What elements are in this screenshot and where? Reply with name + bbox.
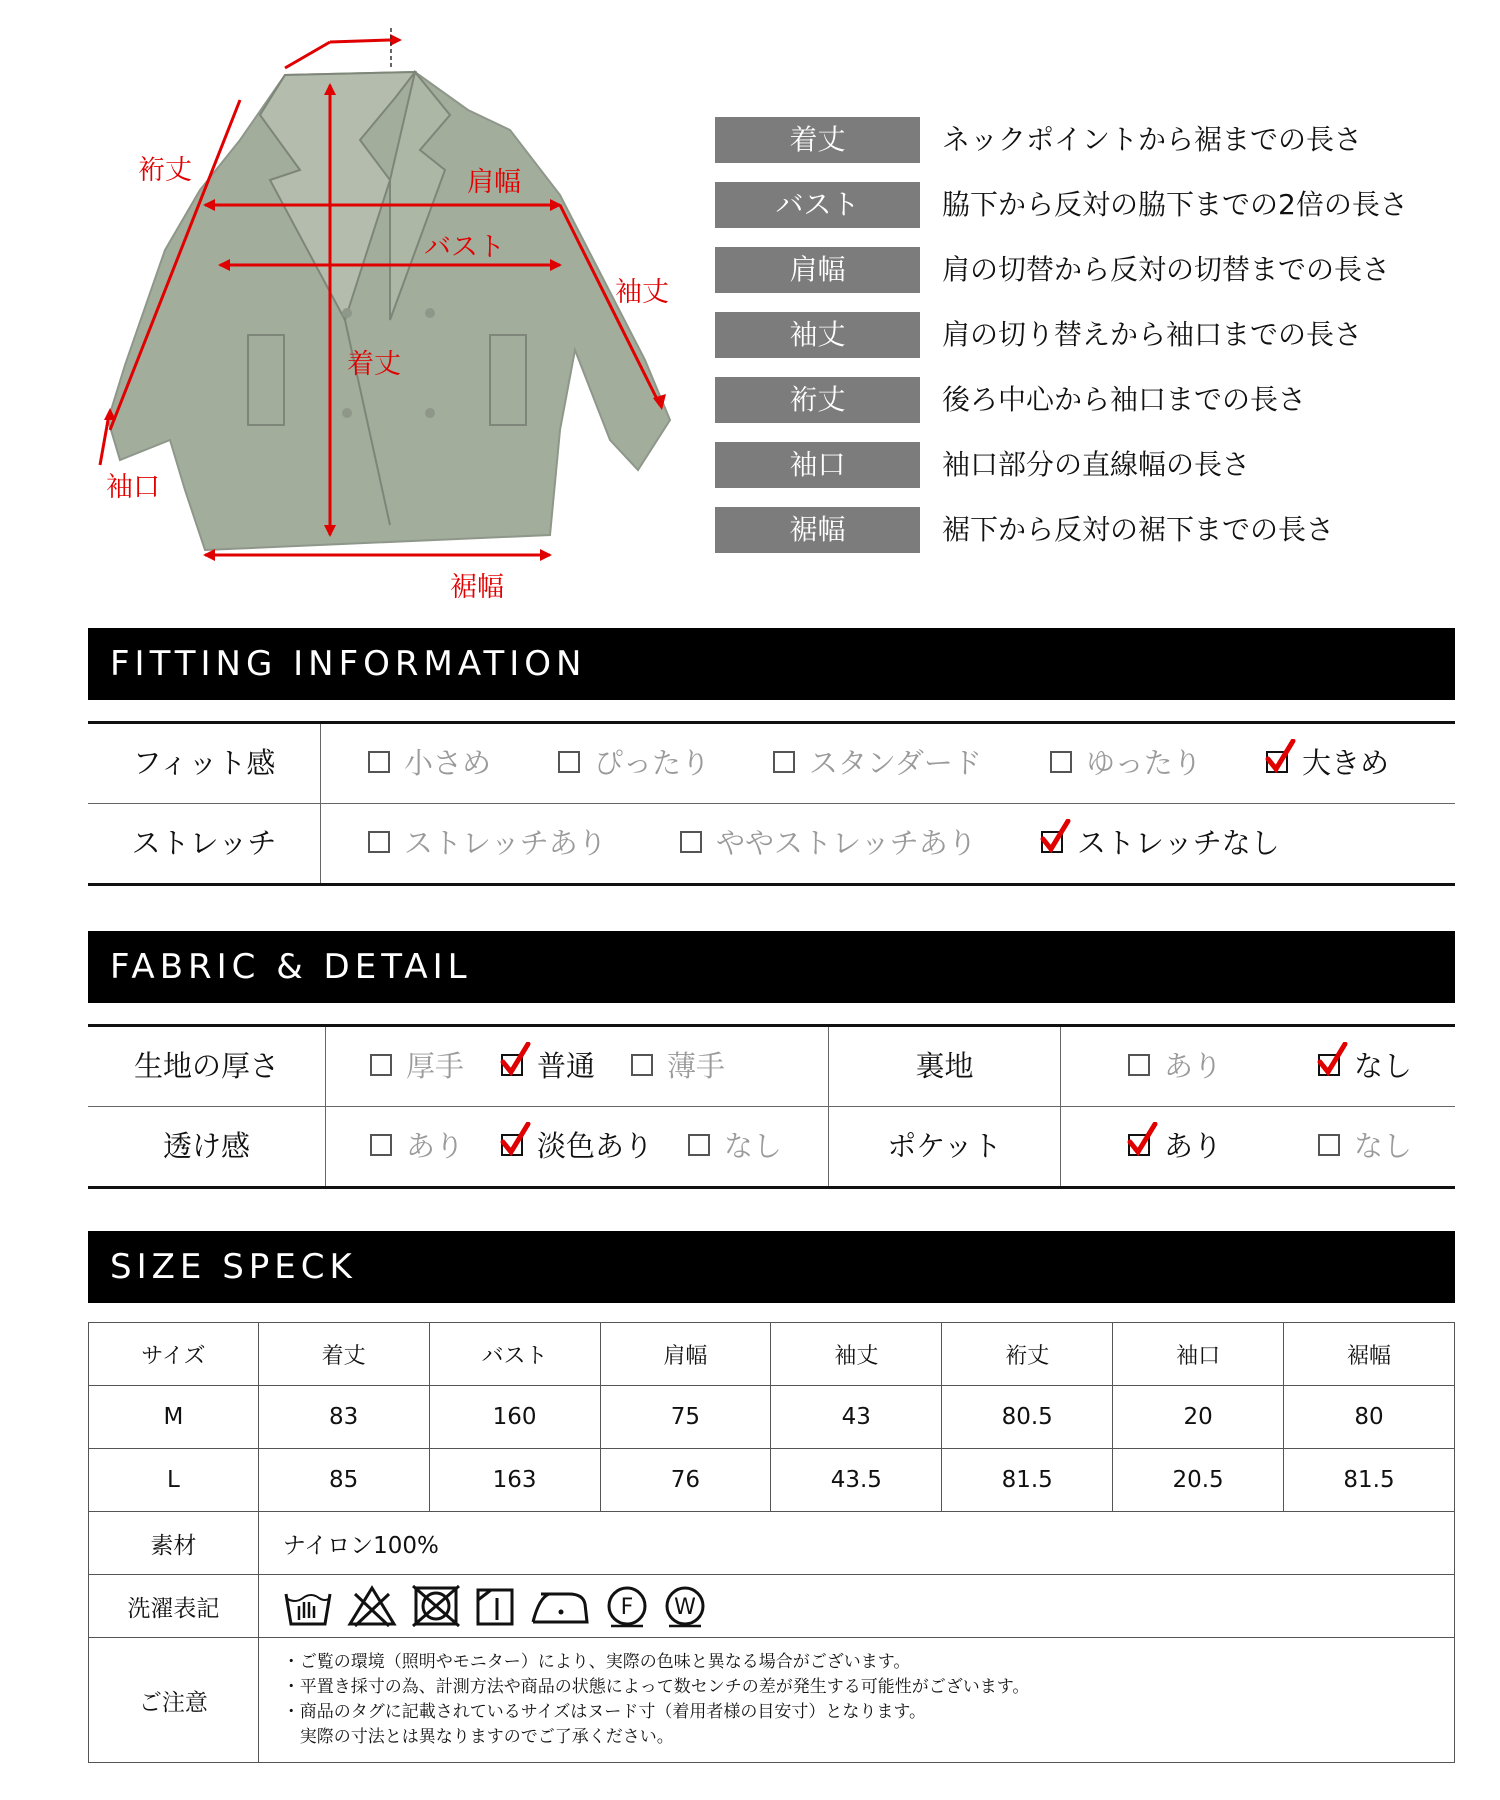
checkbox-icon xyxy=(368,831,390,853)
notes-label: ご注意 xyxy=(89,1638,259,1763)
sodeguchi-label: 袖口 xyxy=(106,472,160,503)
bust-label: バスト xyxy=(424,232,505,263)
line-dry-shade-icon xyxy=(475,1584,515,1628)
header-cell: 裄丈 xyxy=(942,1323,1113,1386)
legend-desc: 後ろ中心から袖口までの長さ xyxy=(942,383,1307,416)
notes-cell xyxy=(258,1638,1454,1763)
legend-desc: ネックポイントから裾までの長さ xyxy=(942,123,1363,156)
care-label: 洗濯表記 xyxy=(89,1575,259,1638)
fit-row xyxy=(88,724,1455,804)
care-icons-cell xyxy=(258,1575,1454,1638)
checked-checkbox-icon xyxy=(1041,831,1063,853)
note-line: ・商品のタグに記載されているサイズはヌード寸（着用者様の目安寸）となります。 xyxy=(282,1702,927,1722)
legend-tag: バスト xyxy=(715,182,920,228)
lining-option-no: なし xyxy=(1318,1027,1412,1106)
fabric-section-header: FABRIC & DETAIL xyxy=(88,931,1455,1003)
legend-desc: 裾下から反対の裾下までの長さ xyxy=(942,513,1335,546)
svg-text:F: F xyxy=(620,1595,634,1620)
fit-option-small: 小さめ xyxy=(368,724,491,803)
table-cell: 80.5 xyxy=(942,1386,1113,1449)
sheer-option-no: なし xyxy=(688,1107,782,1186)
lining-option-yes: あり xyxy=(1128,1027,1222,1106)
size-header-row xyxy=(89,1323,1455,1386)
katahaba-label: 肩幅 xyxy=(467,167,521,198)
care-row xyxy=(89,1575,1455,1638)
checkbox-icon xyxy=(773,751,795,773)
fitting-table xyxy=(88,721,1455,886)
legend-desc: 袖口部分の直線幅の長さ xyxy=(942,448,1251,481)
sheer-label: 透け感 xyxy=(88,1107,326,1186)
pocket-option-no: なし xyxy=(1318,1107,1412,1186)
table-cell: 75 xyxy=(600,1386,771,1449)
checked-checkbox-icon xyxy=(501,1054,523,1076)
stretch-option-yes: ストレッチあり xyxy=(368,804,607,883)
table-cell: 81.5 xyxy=(1284,1449,1455,1512)
sheer-option-light-color: 淡色あり xyxy=(501,1107,653,1186)
table-cell: 83 xyxy=(258,1386,429,1449)
stretch-option-none: ストレッチなし xyxy=(1041,804,1280,883)
sheer-pocket-row xyxy=(88,1107,1455,1186)
no-bleach-icon xyxy=(347,1584,397,1628)
svg-text:W: W xyxy=(673,1595,696,1620)
legend-tag: 着丈 xyxy=(715,117,920,163)
pocket-label: ポケット xyxy=(828,1107,1061,1186)
header-cell: サイズ xyxy=(89,1323,259,1386)
table-cell: 80 xyxy=(1284,1386,1455,1449)
header-cell: 裾幅 xyxy=(1284,1323,1455,1386)
fabric-table xyxy=(88,1024,1455,1189)
kitake-label: 着丈 xyxy=(347,349,401,380)
legend-desc: 肩の切り替えから袖口までの長さ xyxy=(942,318,1363,351)
checkbox-icon xyxy=(631,1054,653,1076)
iron-low-icon xyxy=(529,1584,591,1628)
checkbox-icon xyxy=(688,1134,710,1156)
checked-checkbox-icon xyxy=(501,1134,523,1156)
table-cell: 163 xyxy=(429,1449,600,1512)
sheer-option-yes: あり xyxy=(370,1107,464,1186)
table-cell: 43 xyxy=(771,1386,942,1449)
table-cell: 20.5 xyxy=(1113,1449,1284,1512)
legend-tag: 裄丈 xyxy=(715,377,920,423)
header-cell: 袖丈 xyxy=(771,1323,942,1386)
sodetake-label: 袖丈 xyxy=(615,277,669,308)
thickness-option-thick: 厚手 xyxy=(370,1027,464,1106)
dry-clean-f-icon xyxy=(605,1584,649,1628)
jacket-measurement-figure xyxy=(90,20,690,610)
table-cell: L xyxy=(89,1449,259,1512)
stretch-row xyxy=(88,804,1455,883)
legend-tag: 裾幅 xyxy=(715,507,920,553)
checkbox-icon xyxy=(1318,1134,1340,1156)
yukitake-label: 裄丈 xyxy=(138,155,192,186)
note-line: ・ご覧の環境（照明やモニター）により、実際の色味と異なる場合がございます。 xyxy=(282,1652,911,1672)
pocket-option-yes: あり xyxy=(1128,1107,1222,1186)
checkbox-icon xyxy=(368,751,390,773)
header-cell: 袖口 xyxy=(1113,1323,1284,1386)
header-cell: 着丈 xyxy=(258,1323,429,1386)
header-cell: バスト xyxy=(429,1323,600,1386)
thickness-label: 生地の厚さ xyxy=(88,1027,326,1106)
table-cell: 20 xyxy=(1113,1386,1284,1449)
susohaba-label: 裾幅 xyxy=(450,572,504,603)
thickness-option-normal: 普通 xyxy=(501,1027,595,1106)
stretch-label: ストレッチ xyxy=(88,804,321,883)
checkbox-icon xyxy=(1050,751,1072,773)
checkbox-icon xyxy=(370,1054,392,1076)
legend-tag: 肩幅 xyxy=(715,247,920,293)
table-cell: 85 xyxy=(258,1449,429,1512)
fit-option-loose: ゆったり xyxy=(1050,724,1202,803)
fitting-section-header: FITTING INFORMATION xyxy=(88,628,1455,700)
table-cell: 81.5 xyxy=(942,1449,1113,1512)
care-icons xyxy=(283,1584,1454,1628)
material-row xyxy=(89,1512,1455,1575)
legend-desc: 脇下から反対の脇下までの2倍の長さ xyxy=(942,188,1408,221)
checked-checkbox-icon xyxy=(1266,751,1288,773)
checked-checkbox-icon xyxy=(1318,1054,1340,1076)
size-section-header: SIZE SPECK xyxy=(88,1231,1455,1303)
fit-option-large: 大きめ xyxy=(1266,724,1389,803)
hand-wash-icon xyxy=(283,1584,333,1628)
checkbox-icon xyxy=(370,1134,392,1156)
thickness-option-thin: 薄手 xyxy=(631,1027,725,1106)
size-spec-table xyxy=(88,1322,1455,1763)
checkbox-icon xyxy=(1128,1054,1150,1076)
table-cell: 76 xyxy=(600,1449,771,1512)
legend-tag: 袖丈 xyxy=(715,312,920,358)
table-cell: 43.5 xyxy=(771,1449,942,1512)
fit-label: フィット感 xyxy=(88,724,321,803)
lining-label: 裏地 xyxy=(828,1027,1061,1106)
header-cell: 肩幅 xyxy=(600,1323,771,1386)
table-cell: 160 xyxy=(429,1386,600,1449)
jacket-illustration xyxy=(90,20,690,610)
note-line: 実際の寸法とは異なりますのでご了承ください。 xyxy=(282,1727,674,1747)
size-row-m xyxy=(89,1386,1455,1449)
wet-clean-w-icon xyxy=(663,1584,707,1628)
legend-tag: 袖口 xyxy=(715,442,920,488)
note-line: ・平置き採寸の為、計測方法や商品の状態によって数センチの差が発生する可能性がございます。 xyxy=(282,1677,1030,1697)
checkbox-icon xyxy=(680,831,702,853)
material-value: ナイロン100% xyxy=(258,1512,1454,1575)
notes-row xyxy=(89,1638,1455,1763)
fit-option-standard: スタンダード xyxy=(773,724,982,803)
thickness-lining-row xyxy=(88,1027,1455,1107)
size-row-l xyxy=(89,1449,1455,1512)
material-label: 素材 xyxy=(89,1512,259,1575)
stretch-option-slight: ややストレッチあり xyxy=(680,804,977,883)
checked-checkbox-icon xyxy=(1128,1134,1150,1156)
table-cell: M xyxy=(89,1386,259,1449)
fit-option-just: ぴったり xyxy=(558,724,710,803)
no-tumble-dry-icon xyxy=(411,1584,461,1628)
legend-desc: 肩の切替から反対の切替までの長さ xyxy=(942,253,1391,286)
checkbox-icon xyxy=(558,751,580,773)
